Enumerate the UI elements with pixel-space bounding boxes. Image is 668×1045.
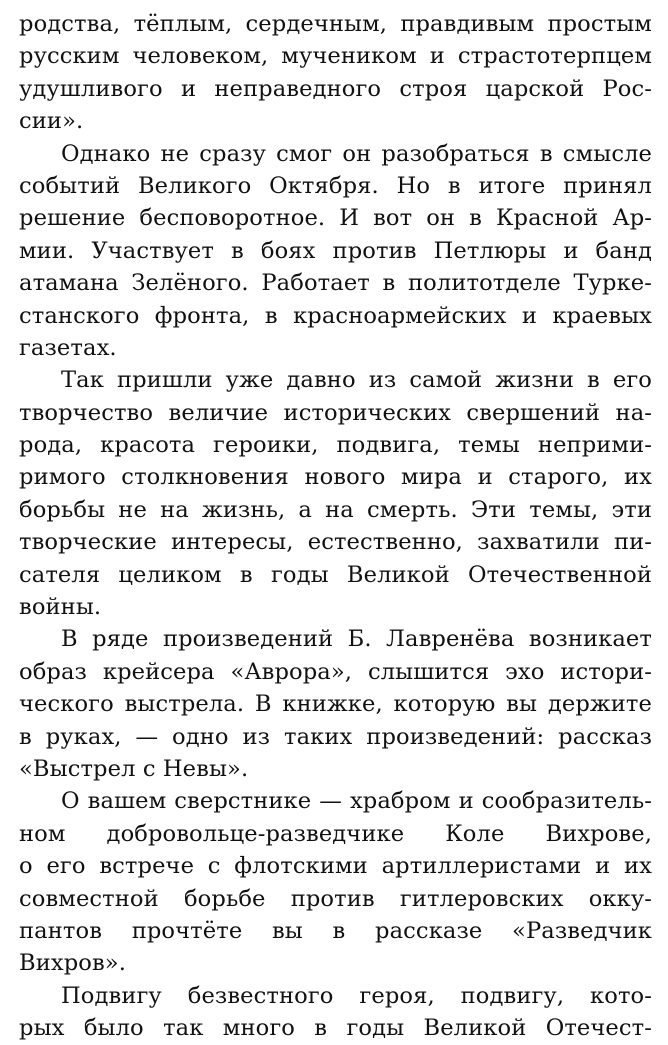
text-line: Вихров». — [19, 950, 126, 977]
text-line: ческого выстрела. В книжке, которую вы держите — [19, 691, 652, 718]
text-line: О вашем сверстнике — храбром и сообразитель- — [61, 788, 652, 815]
text-line: Так пришли уже давно из самой жизни в его — [61, 367, 652, 394]
paragraph-6 — [19, 980, 652, 1045]
text-line: сателя целиком в годы Великой Отечественной — [19, 561, 652, 588]
text-line: о его встрече с флотскими артиллеристами и их — [19, 853, 652, 880]
text-line: творческие интересы, естественно, захватили пи- — [19, 529, 652, 556]
text-line: творчество величие исторических свершений на- — [19, 399, 652, 426]
text-line: войны. — [19, 594, 102, 621]
text-line: событий Великого Октября. Но в итоге принял — [19, 172, 652, 199]
text-line: станского фронта, в красноармейских и краевых — [19, 302, 652, 329]
text-line: родства, тёплым, сердечным, правдивым простым — [19, 11, 652, 37]
text-line: русским человеком, мучеником и страстотерпцем — [19, 43, 652, 70]
text-line: мии. Участвует в боях против Петлюры и банд — [19, 237, 652, 264]
text-line: рых было так много в годы Великой Отечест- — [19, 1015, 652, 1042]
text-line: Подвигу безвестного героя, подвигу, кото- — [61, 982, 652, 1009]
paragraph-5 — [19, 785, 652, 979]
text-line: рода, красота героики, подвига, темы неприми- — [19, 432, 652, 459]
text-line: римого столкновения нового мира и старого, их — [19, 464, 652, 491]
text-line: совместной борьбе против гитлеровских окку- — [19, 885, 652, 912]
text-line: В ряде произведений Б. Лавренёва возникает — [61, 626, 652, 653]
text-line: сии». — [19, 108, 84, 135]
paragraph-2 — [19, 138, 652, 365]
text-line: Однако не сразу смог он разобраться в смысле — [61, 140, 652, 167]
paragraph-1 — [19, 8, 652, 138]
paragraph-4 — [19, 623, 652, 785]
text-line: газетах. — [19, 334, 117, 361]
text-line: образ крейсера «Аврора», слышится эхо истори- — [19, 658, 652, 685]
text-line: удушливого и неправедного строя царской Рос- — [19, 75, 652, 102]
text-line: пантов прочтёте вы в рассказе «Разведчик — [19, 917, 652, 944]
text-line: атамана Зелёного. Работает в политотделе Турке- — [19, 270, 652, 297]
text-line: борьбы не на жизнь, а на смерть. Эти темы, эти — [19, 496, 652, 523]
text-line: ном добровольце-разведчике Коле Вихрове, — [19, 820, 652, 847]
text-line: «Выстрел с Невы». — [19, 755, 249, 782]
text-line: в руках, — одно из таких произведений: рассказ — [19, 723, 652, 750]
paragraph-3 — [19, 364, 652, 623]
text-line: решение бесповоротное. И вот он в Красной Ар- — [19, 205, 652, 232]
